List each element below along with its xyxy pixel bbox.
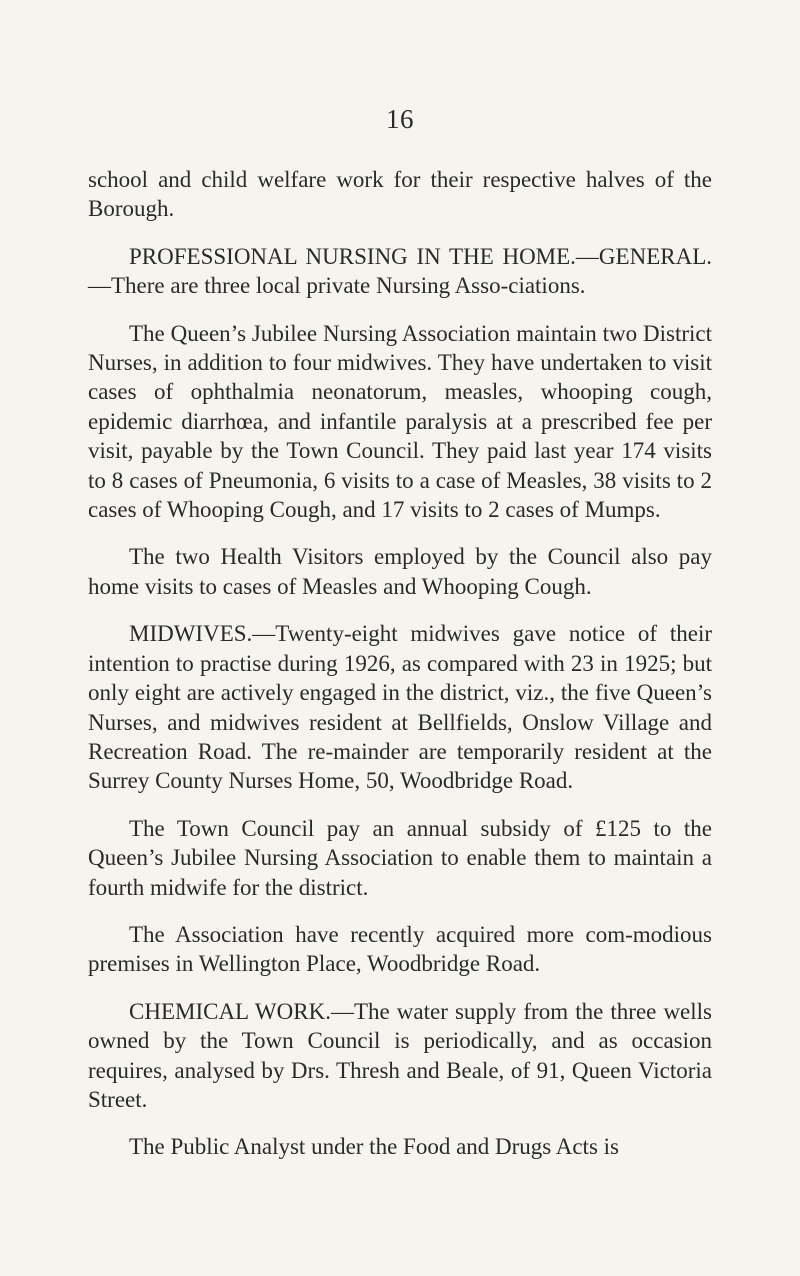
paragraph-subsidy: The Town Council pay an annual subsidy of £125 to the Queen’s Jubilee Nursing Association to enable them to maintain a fourth midwife for the district. — [88, 815, 712, 900]
paragraph-health-visitors: The two Health Visitors employed by the Council also pay home visits to cases of Measles and Whooping Cough. — [88, 544, 712, 599]
paragraph-queens-jubilee: The Queen’s Jubilee Nursing Association maintain two District Nurses, in addition to four midwives. They have undertaken to visit cases of ophthalmia neonatorum, measles, whooping cough, epidemic diarrhœa, and infantile paralysis at a prescribed fee per visit, payable by the Town Council. They paid last year 174 visits to 8 cases of Pneumonia, 6 visits to a case of Measles, 38 visits to 2 cases of Whooping Cough, and 17 visits to 2 cases of Mumps. — [88, 320, 712, 523]
document-page — [88, 104, 712, 1162]
page-number: 16 — [386, 104, 414, 134]
paragraph-professional-nursing: PROFESSIONAL NURSING IN THE HOME.—GENERAL.—There are three local private Nursing Asso-ciations. — [88, 243, 712, 299]
paragraph-premises: The Association have recently acquired more com-modious premises in Wellington Place, Woodbridge Road. — [88, 921, 712, 977]
paragraph-public-analyst: The Public Analyst under the Food and Drugs Acts is — [129, 1134, 619, 1160]
paragraph-continuation: school and child welfare work for their respective halves of the Borough. — [88, 167, 712, 222]
paragraph-midwives: MIDWIVES.—Twenty-eight midwives gave notice of their intention to practise during 1926, as compared with 23 in 1925; but only eight are actively engaged in the district, viz., the five Queen’s Nurses, and midwives resident at Bellfields, Onslow Village and Recreation Road. The re-mainder are temporarily resident at the Surrey County Nurses Home, 50, Woodbridge Road. — [88, 621, 712, 794]
paragraph-chemical-work: CHEMICAL WORK.—The water supply from the three wells owned by the Town Council is periodically, and as occasion requires, analysed by Drs. Thresh and Beale, of 91, Queen Victoria Street. — [88, 998, 712, 1112]
